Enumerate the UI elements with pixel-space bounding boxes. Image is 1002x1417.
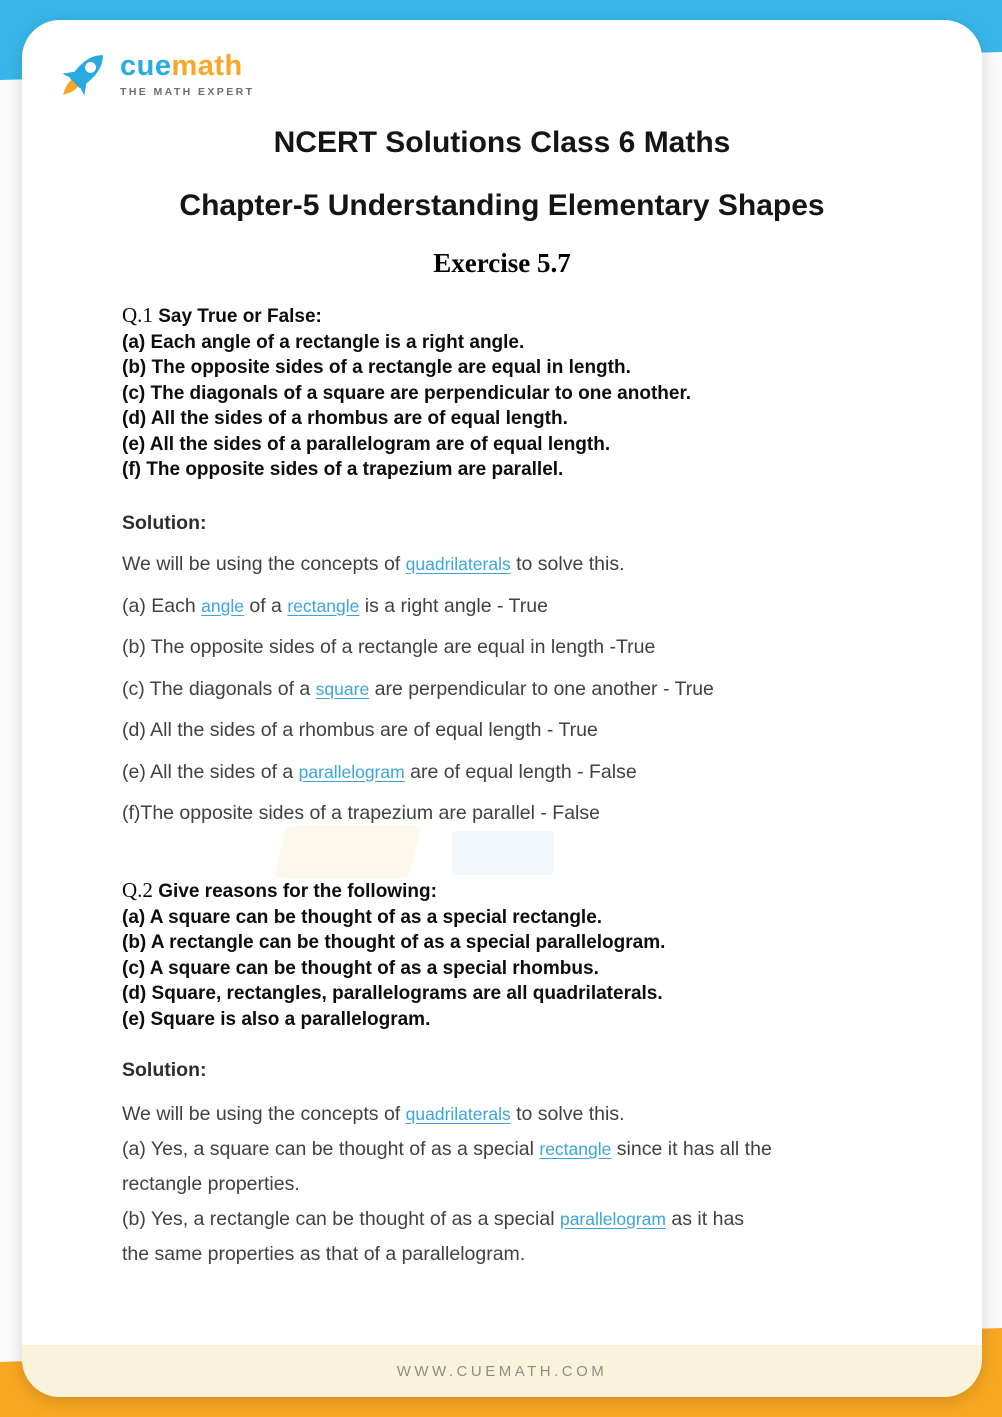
solution-1-heading: Solution: [122, 512, 207, 534]
question-1-item: (e) All the sides of a parallelogram are of equal length. [122, 433, 611, 455]
text-segment: We will be using the concepts of [122, 1103, 406, 1125]
logo-cue: cue [120, 50, 172, 82]
logo-wordmark [120, 50, 243, 82]
page-title: NCERT Solutions Class 6 Maths [273, 126, 731, 159]
term-link-angle[interactable]: angle [201, 595, 244, 616]
term-link-parallelogram[interactable]: parallelogram [559, 1209, 666, 1229]
solution-2-line [122, 1237, 932, 1272]
question-2-heading [122, 878, 912, 905]
question-2-item: (e) Square is also a parallelogram. [122, 1008, 431, 1030]
question-1-title: Say True or False: [158, 306, 322, 327]
question-1-item: (b) The opposite sides of a rectangle are equal in length. [122, 357, 631, 378]
term-link-square[interactable]: square [315, 678, 370, 699]
text-segment: to solve this. [510, 1103, 625, 1125]
footer-url: WWW.CUEMATH.COM [396, 1362, 608, 1380]
logo-tagline: THE MATH EXPERT [120, 86, 255, 98]
text-segment: the same properties as that of a parallelogram. [122, 1243, 526, 1265]
term-link-parallelogram[interactable]: parallelogram [298, 761, 405, 782]
question-2-title: Give reasons for the following: [158, 881, 437, 902]
solution-2-line [122, 1132, 932, 1167]
text-segment: is a right angle - True [359, 594, 548, 617]
logo-math: math [171, 50, 243, 82]
text-segment: (a) Each [122, 594, 202, 617]
cuemath-logo [52, 44, 254, 106]
solution-2-block [122, 1097, 932, 1272]
text-segment: of a [243, 594, 288, 617]
text-segment: rectangle properties. [122, 1173, 300, 1195]
question-1-item: (f) The opposite sides of a trapezium are parallel. [122, 459, 564, 480]
solution-1-block [122, 551, 932, 842]
text-segment: (d) All the sides of a rhombus are of equal length - True [122, 719, 598, 741]
solution-2-line [122, 1097, 932, 1132]
question-1-label: Q.1 [122, 303, 153, 327]
text-segment: We will be using the concepts of [122, 553, 406, 575]
decorative-highlight-cream [274, 826, 422, 878]
term-link-quadrilaterals[interactable]: quadrilaterals [405, 1104, 511, 1124]
solution-1-line [122, 634, 932, 660]
question-1-item: (d) All the sides of a rhombus are of equal length. [122, 408, 568, 429]
text-segment: to solve this. [510, 553, 625, 575]
solution-1-line [122, 676, 932, 702]
term-link-quadrilaterals[interactable]: quadrilaterals [405, 554, 511, 574]
question-2-item: (c) A square can be thought of as a special rhombus. [122, 957, 599, 979]
content-card [22, 20, 982, 1397]
question-2-label: Q.2 [122, 878, 153, 902]
question-1-heading [122, 303, 912, 330]
text-segment: as it has [666, 1208, 745, 1230]
chapter-title: Chapter-5 Understanding Elementary Shapes [179, 189, 825, 222]
text-segment: are perpendicular to one another - True [369, 677, 714, 700]
exercise-heading: Exercise 5.7 [433, 248, 571, 278]
solution-1-line [122, 759, 932, 785]
rocket-icon [52, 44, 114, 106]
solution-2-line [122, 1167, 932, 1202]
solution-2-line [122, 1202, 932, 1237]
logo-text [120, 52, 254, 98]
text-segment: (a) Yes, a square can be thought of as a special [122, 1138, 540, 1160]
solution-1-line [122, 717, 932, 743]
footer-band [22, 1345, 982, 1397]
text-segment: (b) The opposite sides of a rectangle are equal in length -True [122, 636, 656, 658]
solution-1-line [122, 800, 932, 826]
question-1-item: (c) The diagonals of a square are perpendicular to one another. [122, 382, 692, 404]
text-segment: (c) The diagonals of a [122, 677, 316, 700]
question-1-block [122, 303, 912, 483]
text-segment: are of equal length - False [404, 760, 637, 783]
question-2-item: (d) Square, rectangles, parallelograms are all quadrilaterals. [122, 983, 663, 1004]
question-2-item: (b) A rectangle can be thought of as a special parallelogram. [122, 932, 666, 953]
question-1-item: (a) Each angle of a rectangle is a right angle. [122, 331, 525, 353]
text-segment: since it has all the [611, 1138, 772, 1160]
text-segment: (f)The opposite sides of a trapezium are parallel - False [122, 802, 600, 824]
question-2-item: (a) A square can be thought of as a special rectangle. [122, 906, 603, 928]
decorative-highlight-blue [452, 831, 554, 875]
term-link-rectangle[interactable]: rectangle [539, 1139, 612, 1159]
text-segment: (e) All the sides of a [122, 760, 299, 783]
solution-1-line [122, 551, 932, 577]
solution-2-heading: Solution: [122, 1059, 207, 1081]
text-segment: (b) Yes, a rectangle can be thought of as a special [122, 1208, 560, 1230]
solution-1-line [122, 593, 932, 619]
term-link-rectangle[interactable]: rectangle [287, 595, 360, 616]
question-2-block [122, 878, 912, 1032]
